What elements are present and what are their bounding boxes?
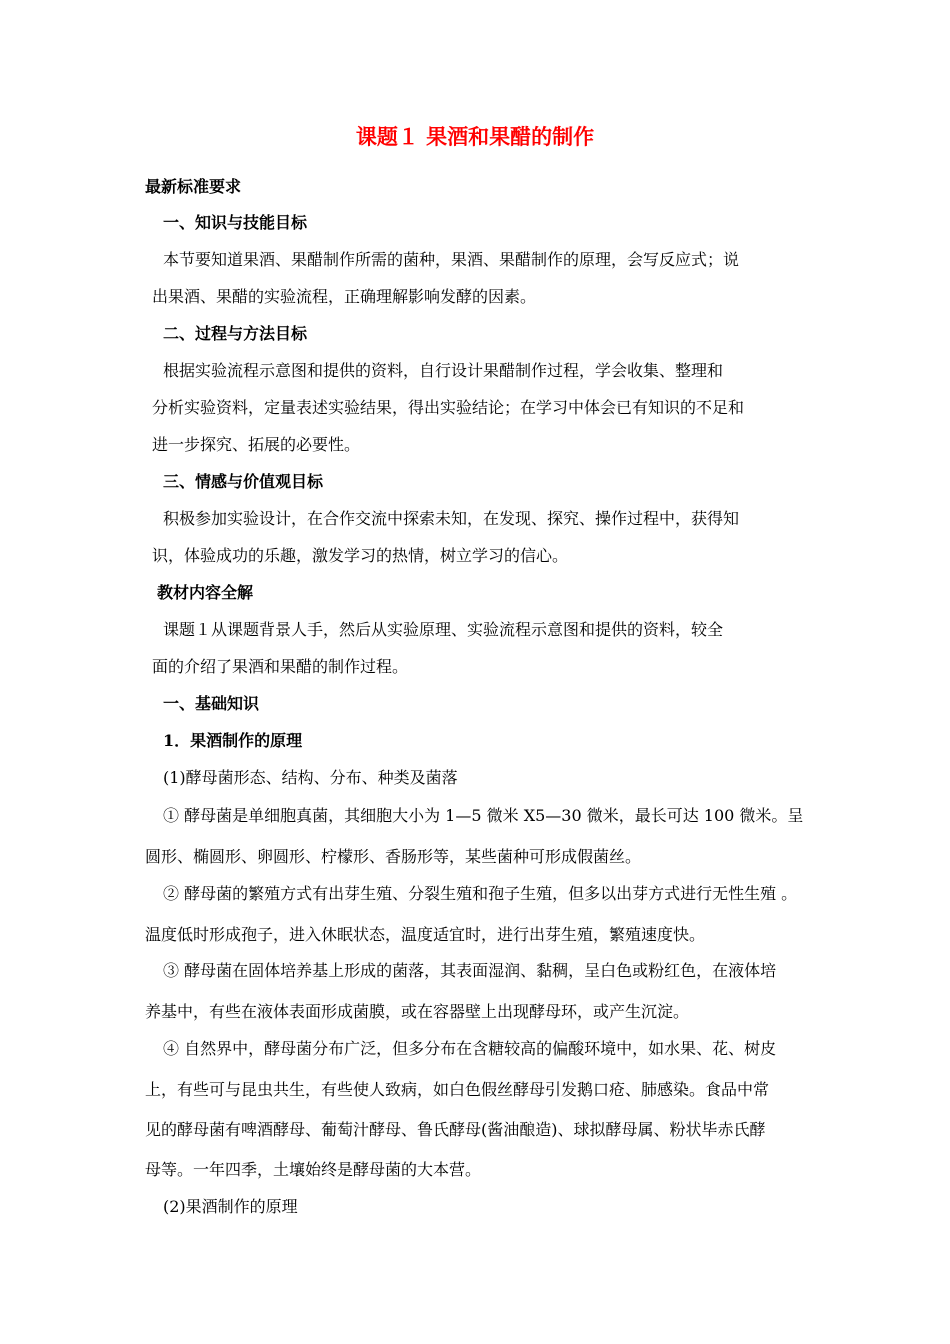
paragraph-line: 出果酒、果醋的实验流程，正确理解影响发酵的因素。 xyxy=(152,287,537,306)
section-heading-content: 教材内容全解 xyxy=(157,583,254,602)
paragraph-line: 分析实验资料，定量表述实验结果，得出实验结论；在学习中体会已有知识的不足和 xyxy=(152,398,745,417)
section-heading-standards: 最新标准要求 xyxy=(145,177,242,196)
paragraph-line: 养基中，有些在液体表面形成菌膜，或在容器壁上出现酵母环，或产生沉淀。 xyxy=(145,1002,690,1021)
document-title: 课题１ 果酒和果醋的制作 xyxy=(355,124,595,149)
subheading-process-goals: 二、过程与方法目标 xyxy=(163,324,308,343)
paragraph-line: 积极参加实验设计，在合作交流中探索未知，在发现、探究、操作过程中，获得知 xyxy=(163,509,740,528)
subheading-knowledge-goals: 一、知识与技能目标 xyxy=(163,213,308,232)
paragraph-line: ② 酵母菌的繁殖方式有出芽生殖、分裂生殖和孢子生殖，但多以出芽方式进行无性生殖 。 xyxy=(163,884,798,903)
paragraph-line: 母等。一年四季，土壤始终是酵母菌的大本营。 xyxy=(145,1160,482,1179)
paragraph-line: 识，体验成功的乐趣，激发学习的热情，树立学习的信心。 xyxy=(152,546,569,565)
paragraph-line: 见的酵母菌有啤酒酵母、葡萄汁酵母、鲁氏酵母(酱油酿造)、球拟酵母属、粉状毕赤氏酵 xyxy=(145,1120,766,1139)
paragraph-line: 课题１从课题背景人手，然后从实验原理、实验流程示意图和提供的资料，较全 xyxy=(163,620,724,639)
paragraph-line: 进一步探究、拓展的必要性。 xyxy=(152,435,361,454)
paragraph-line: 本节要知道果酒、果醋制作所需的菌种，果酒、果醋制作的原理，会写反应式；说 xyxy=(163,250,740,269)
paragraph-line: ④ 自然界中，酵母菌分布广泛，但多分布在含糖较高的偏酸环境中，如水果、花、树皮 xyxy=(163,1039,777,1058)
paragraph-line: 上，有些可与昆虫共生，有些使人致病，如白色假丝酵母引发鹅口疮、肺感染。食品中常 xyxy=(145,1080,770,1099)
subheading-basic-knowledge: 一、基础知识 xyxy=(163,694,260,713)
subheading-values-goals: 三、情感与价值观目标 xyxy=(163,472,324,491)
paragraph-line: ① 酵母菌是单细胞真菌，其细胞大小为 1—5 微米 X5—30 微米，最长可达 100 微米。呈 xyxy=(163,806,804,825)
paragraph-line: ③ 酵母菌在固体培养基上形成的菌落，其表面湿润、黏稠，呈白色或粉红色，在液体培 xyxy=(163,961,777,980)
subheading-wine-principle: 1．果酒制作的原理 xyxy=(163,731,303,750)
paragraph-line: (2)果酒制作的原理 xyxy=(163,1197,298,1216)
paragraph-line: 面的介绍了果酒和果醋的制作过程。 xyxy=(152,657,409,676)
paragraph-line: 圆形、椭圆形、卵圆形、柠檬形、香肠形等，某些菌种可形成假菌丝。 xyxy=(145,847,642,866)
paragraph-line: (1)酵母菌形态、结构、分布、种类及菌落 xyxy=(163,768,458,787)
paragraph-line: 温度低时形成孢子，进入休眠状态，温度适宜时，进行出芽生殖，繁殖速度快。 xyxy=(145,925,706,944)
paragraph-line: 根据实验流程示意图和提供的资料，自行设计果醋制作过程，学会收集、整理和 xyxy=(163,361,724,380)
